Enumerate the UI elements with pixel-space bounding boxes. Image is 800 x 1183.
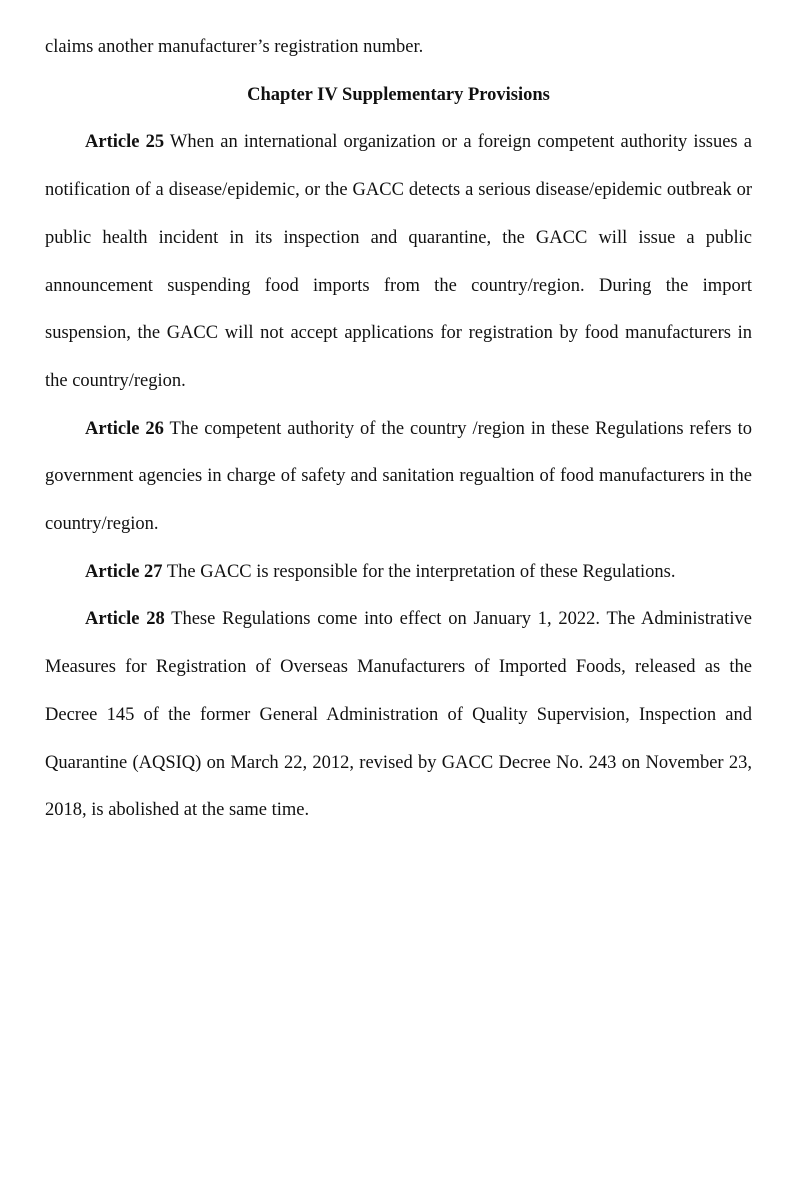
article-26 [45, 406, 752, 549]
article-26-text: The competent authority of the country /region in these Regulations refers to government agencies in charge of safety and sanitation regualtion of food manufacturers in the country/region. [45, 418, 752, 535]
article-26-label: Article 26 [85, 418, 164, 439]
article-25-text: When an international organization or a foreign competent authority issues a notification of a disease/epidemic, or the GACC detects a serious disease/epidemic outbreak or public health incident in its inspection and quarantine, the GACC will issue a public announcement suspending food imports from the country/region. During the import suspension, the GACC will not accept applications for registration by food manufacturers in the country/region. [45, 132, 752, 391]
article-27-label: Article 27 [85, 561, 163, 582]
article-28-text: These Regulations come into effect on January 1, 2022. The Administrative Measures for Registration of Overseas Manufacturers of Imported Foods, released as the Decree 145 of the former General Administration of Quality Supervision, Inspection and Quarantine (AQSIQ) on March 22, 2012, revised by GACC Decree No. 243 on November 23, 2018, is abolished at the same time. [45, 609, 752, 821]
article-28-label: Article 28 [85, 609, 165, 630]
article-27 [45, 549, 752, 597]
chapter-heading: Chapter IV Supplementary Provisions [247, 84, 550, 105]
lead-paragraph: claims another manufacturer’s registration number. [45, 37, 424, 57]
article-27-text: The GACC is responsible for the interpretation of these Regulations. [162, 561, 676, 582]
article-25 [45, 119, 752, 405]
article-28 [45, 596, 752, 835]
document-page [45, 24, 752, 835]
article-25-label: Article 25 [85, 132, 165, 153]
